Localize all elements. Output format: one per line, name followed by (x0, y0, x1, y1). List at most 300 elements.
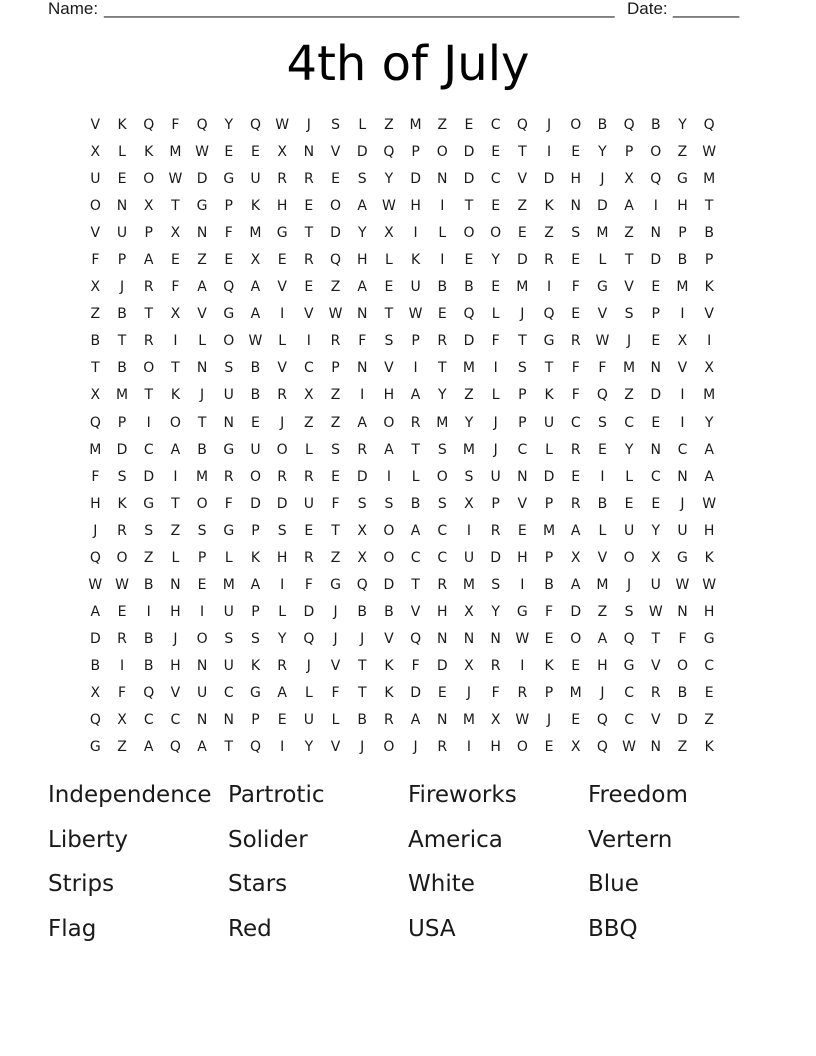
grid-letter: G (596, 279, 608, 296)
grid-letter: S (384, 495, 394, 512)
grid-letter: E (517, 522, 527, 539)
grid-letter: D (330, 225, 341, 242)
grid-letter: X (90, 684, 101, 701)
grid-letter: C (303, 360, 314, 377)
grid-letter: Q (383, 144, 395, 161)
grid-letter: S (277, 522, 287, 539)
grid-letter: Q (249, 117, 261, 133)
grid-letter: T (464, 198, 474, 215)
grid-letter: U (250, 171, 261, 188)
grid-letter: I (493, 360, 498, 377)
grid-letter: S (144, 522, 154, 539)
grid-letter: O (463, 225, 475, 242)
grid-letter: M (596, 576, 609, 593)
grid-letter: N (196, 360, 208, 377)
grid-letter: P (704, 252, 714, 269)
grid-letter: A (170, 441, 181, 458)
grid-letter: F (118, 684, 127, 701)
grid-letter: H (677, 198, 688, 215)
grid-letter: O (436, 144, 448, 161)
word-list-item: White (408, 871, 475, 897)
grid-letter: S (624, 603, 634, 620)
grid-letter: F (598, 360, 607, 377)
grid-letter: I (280, 739, 285, 756)
grid-letter: I (546, 144, 552, 161)
grid-letter: A (410, 387, 421, 404)
grid-letter: O (570, 630, 582, 647)
grid-letter: V (277, 279, 287, 296)
grid-letter: Z (624, 225, 634, 242)
word-list-item: America (408, 826, 503, 853)
grid-letter: V (304, 306, 314, 323)
grid-letter: N (196, 225, 208, 242)
grid-letter: I (280, 306, 285, 323)
grid-letter: I (280, 576, 285, 593)
grid-letter: V (277, 360, 287, 377)
grid-letter: B (250, 360, 261, 377)
grid-letter: T (117, 333, 127, 350)
grid-letter: F (571, 279, 580, 296)
grid-letter: W (408, 306, 423, 323)
grid-letter: E (491, 279, 501, 296)
grid-letter: D (356, 468, 368, 485)
grid-letter: B (464, 279, 474, 296)
grid-letter: D (650, 252, 662, 269)
grid-letter: L (491, 306, 500, 323)
grid-letter: D (143, 468, 155, 485)
grid-letter: C (490, 171, 501, 188)
grid-letter: B (677, 684, 688, 701)
grid-letter: C (517, 441, 528, 458)
grid-letter: I (680, 306, 685, 323)
grid-letter: I (413, 225, 418, 242)
grid-letter: I (546, 279, 552, 296)
grid-letter: P (544, 684, 554, 701)
grid-letter: M (516, 279, 529, 296)
word-list-item: Flag (48, 915, 97, 942)
grid-letter: T (144, 306, 153, 323)
grid-letter: T (651, 630, 661, 647)
grid-letter: V (597, 549, 608, 566)
grid-letter: L (598, 522, 607, 539)
grid-letter: Q (463, 306, 475, 323)
grid-letter: G (330, 576, 341, 593)
grid-letter: S (357, 171, 367, 188)
grid-letter: U (543, 414, 555, 431)
grid-letter: K (250, 549, 261, 566)
grid-letter: X (490, 712, 501, 729)
grid-letter: W (702, 144, 717, 161)
grid-letter: D (303, 603, 315, 620)
grid-letter: F (491, 684, 500, 701)
grid-letter: P (197, 549, 207, 566)
grid-letter: S (331, 117, 340, 133)
grid-letter: X (677, 333, 688, 350)
grid-letter: N (116, 198, 128, 215)
grid-letter: Q (596, 712, 608, 729)
grid-letter: J (493, 441, 498, 458)
grid-letter: M (409, 117, 422, 133)
grid-letter: P (518, 414, 527, 431)
grid-letter: Y (624, 441, 634, 458)
grid-letter: A (250, 306, 261, 323)
grid-letter: I (520, 657, 525, 674)
grid-letter: F (171, 117, 180, 133)
grid-letter: W (381, 198, 396, 215)
header (48, 0, 748, 19)
grid-letter: O (143, 360, 155, 377)
grid-letter: M (436, 414, 449, 431)
grid-letter: L (171, 549, 180, 566)
grid-letter: W (168, 171, 183, 188)
grid-letter: X (357, 549, 368, 566)
grid-letter: T (384, 306, 394, 323)
grid-letter: E (464, 252, 474, 269)
grid-letter: H (517, 549, 528, 566)
grid-letter: E (571, 468, 581, 485)
grid-letter: W (195, 144, 210, 161)
grid-letter: B (597, 495, 608, 512)
grid-letter: I (707, 333, 712, 350)
grid-letter: K (384, 684, 394, 701)
grid-letter: U (463, 549, 475, 566)
grid-letter: C (650, 468, 661, 485)
word-list-item: Red (228, 915, 272, 942)
grid-letter: B (384, 603, 394, 620)
grid-letter: S (597, 414, 607, 431)
word-list-item: Liberty (48, 826, 129, 853)
grid-letter: W (595, 333, 610, 350)
grid-letter: E (277, 712, 287, 729)
grid-letter: P (144, 225, 153, 242)
grid-letter: U (116, 225, 128, 242)
grid-letter: R (117, 522, 127, 539)
grid-letter: E (251, 414, 260, 431)
grid-letter: Q (703, 117, 715, 133)
grid-letter: M (249, 225, 262, 242)
grid-letter: L (438, 225, 447, 242)
grid-letter: R (490, 657, 501, 674)
grid-letter: M (703, 387, 716, 404)
grid-letter: E (571, 712, 581, 729)
grid-letter: L (118, 144, 126, 161)
grid-letter: F (678, 630, 687, 647)
grid-letter: T (411, 441, 420, 458)
grid-letter: D (543, 468, 555, 485)
grid-letter: E (224, 252, 234, 269)
grid-letter: S (197, 522, 207, 539)
grid-letter: K (170, 387, 180, 404)
grid-letter: I (466, 522, 472, 539)
grid-letter: G (223, 522, 235, 539)
grid-letter: G (223, 171, 235, 188)
grid-letter: U (303, 495, 314, 512)
grid-letter: D (570, 603, 582, 620)
grid-letter: T (357, 657, 367, 674)
grid-letter: V (330, 144, 341, 161)
grid-letter: C (170, 712, 181, 729)
grid-letter: E (437, 306, 447, 323)
grid-letter: R (223, 468, 234, 485)
word-list-item: Strips (48, 871, 115, 897)
grid-letter: U (650, 576, 661, 593)
grid-letter: D (383, 576, 395, 593)
grid-letter: O (276, 441, 288, 458)
grid-letter: Z (330, 279, 341, 296)
grid-letter: R (357, 441, 368, 458)
grid-letter: F (571, 360, 580, 377)
grid-letter: F (571, 387, 580, 404)
grid-letter: A (277, 684, 287, 701)
grid-letter: Y (438, 387, 447, 404)
grid-letter: T (411, 576, 420, 593)
grid-letter: P (411, 144, 420, 161)
grid-letter: D (597, 198, 608, 215)
grid-letter: E (571, 252, 581, 269)
grid-letter: B (410, 495, 421, 512)
grid-letter: U (623, 522, 635, 539)
grid-letter: A (250, 576, 261, 593)
grid-letter: T (704, 198, 714, 215)
grid-letter: R (570, 495, 581, 512)
grid-letter: Z (170, 522, 181, 539)
grid-letter: E (464, 117, 474, 133)
grid-letter: A (704, 468, 714, 485)
grid-letter: R (143, 333, 154, 350)
grid-letter: V (90, 117, 101, 133)
grid-letter: K (250, 198, 261, 215)
grid-letter: C (704, 657, 715, 674)
grid-letter: Q (89, 549, 101, 566)
grid-letter: E (384, 279, 394, 296)
grid-letter: W (515, 712, 530, 729)
grid-letter: E (491, 198, 501, 215)
grid-letter: L (598, 252, 607, 269)
name-line: ______________________________________________________ (104, 0, 615, 18)
grid-letter: H (383, 387, 395, 404)
grid-letter: K (544, 198, 554, 215)
grid-letter: J (546, 117, 552, 133)
grid-letter: E (331, 171, 340, 188)
grid-letter: W (622, 739, 637, 756)
grid-letter: O (196, 630, 208, 647)
grid-letter: I (413, 360, 418, 377)
grid-letter: Q (143, 684, 155, 701)
grid-letter: Q (143, 117, 155, 133)
grid-letter: B (357, 712, 368, 729)
grid-letter: M (596, 225, 609, 242)
grid-letter: E (304, 522, 314, 539)
grid-letter: W (702, 495, 717, 512)
grid-letter: H (703, 522, 715, 539)
grid-letter: M (462, 712, 476, 729)
word-list-item: Independence (48, 782, 212, 808)
grid-letter: D (463, 333, 475, 350)
grid-letter: B (437, 279, 448, 296)
grid-letter: J (333, 603, 338, 620)
grid-letter: O (383, 739, 395, 756)
word-list-item: Fireworks (408, 782, 517, 808)
grid-letter: M (462, 441, 476, 458)
grid-letter: Z (597, 603, 608, 620)
grid-letter: E (170, 252, 180, 269)
grid-letter: V (650, 712, 661, 729)
grid-letter: N (490, 630, 501, 647)
grid-letter: I (653, 198, 658, 215)
grid-letter: X (90, 279, 101, 296)
grid-letter: V (330, 657, 341, 674)
grid-letter: B (197, 441, 207, 458)
grid-letter: P (624, 144, 634, 161)
grid-letter: B (250, 387, 261, 404)
grid-letter: T (518, 333, 527, 350)
grid-letter: D (196, 171, 208, 188)
grid-letter: S (517, 360, 527, 377)
grid-letter: W (328, 306, 343, 323)
grid-letter: A (410, 712, 421, 729)
grid-letter: M (676, 279, 689, 296)
grid-letter: R (570, 333, 581, 350)
grid-letter: M (462, 360, 476, 377)
grid-letter: T (144, 387, 153, 404)
grid-letter: P (518, 387, 527, 404)
grid-letter: V (384, 360, 394, 377)
grid-letter: E (704, 684, 714, 701)
grid-letter: F (545, 603, 554, 620)
grid-letter: N (223, 414, 235, 431)
grid-letter: V (597, 306, 608, 323)
grid-letter: U (90, 171, 101, 188)
grid-letter: E (597, 441, 607, 458)
grid-letter: Z (143, 549, 154, 566)
grid-letter: Y (224, 117, 234, 133)
grid-letter: M (623, 360, 636, 377)
grid-letter: T (544, 360, 554, 377)
grid-letter: Q (596, 387, 608, 404)
grid-letter: L (304, 684, 313, 701)
grid-letter: K (144, 144, 154, 161)
grid-letter: J (360, 739, 365, 756)
grid-letter: G (543, 333, 555, 350)
grid-letter: L (331, 712, 340, 729)
grid-letter: E (251, 144, 260, 161)
grid-letter: X (170, 225, 181, 242)
grid-letter: V (677, 360, 688, 377)
grid-letter: G (196, 198, 208, 215)
grid-letter: R (117, 630, 127, 647)
grid-letter: A (384, 441, 394, 458)
grid-letter: J (627, 576, 632, 593)
grid-letter: J (520, 306, 525, 323)
grid-letter: I (119, 657, 125, 674)
grid-letter: Q (543, 306, 555, 323)
grid-letter: O (436, 468, 448, 485)
grid-letter: N (677, 603, 688, 620)
grid-letter: X (464, 657, 474, 674)
grid-letter: T (197, 414, 207, 431)
grid-letter: C (437, 522, 448, 539)
grid-letter: L (224, 549, 233, 566)
grid-letter: Y (277, 630, 287, 647)
grid-letter: N (570, 198, 581, 215)
grid-letter: J (200, 387, 205, 404)
grid-letter: B (597, 117, 608, 133)
grid-letter: X (464, 495, 474, 512)
grid-letter: A (597, 630, 608, 647)
grid-letter: C (624, 712, 634, 729)
grid-letter: R (437, 739, 448, 756)
grid-letter: E (117, 171, 127, 188)
grid-letter: P (544, 549, 554, 566)
grid-letter: R (303, 252, 314, 269)
grid-letter: P (224, 198, 233, 215)
grid-letter: N (650, 360, 662, 377)
grid-letter: H (276, 549, 288, 566)
grid-letter: R (330, 333, 341, 350)
grid-letter: H (170, 657, 181, 674)
grid-letter: K (384, 657, 394, 674)
grid-letter: G (677, 171, 688, 188)
grid-letter: S (464, 468, 474, 485)
name-label: Name: (48, 0, 99, 18)
grid-letter: A (624, 198, 634, 215)
grid-letter: X (304, 387, 314, 404)
grid-letter: E (304, 198, 314, 215)
grid-letter: Z (117, 739, 127, 756)
grid-letter: X (384, 225, 394, 242)
grid-letter: O (330, 198, 342, 215)
grid-letter: V (90, 225, 101, 242)
grid-letter: E (117, 603, 127, 620)
grid-letter: X (90, 144, 101, 161)
grid-letter: T (171, 198, 180, 215)
grid-letter: U (490, 468, 501, 485)
grid-letter: O (383, 522, 395, 539)
grid-letter: U (303, 712, 314, 729)
grid-letter: L (545, 441, 553, 458)
grid-letter: B (117, 306, 127, 323)
grid-letter: J (493, 414, 498, 431)
grid-letter: Z (330, 414, 341, 431)
grid-letter: Q (596, 739, 608, 756)
grid-letter: Y (384, 171, 394, 188)
grid-letter: Q (356, 576, 368, 593)
grid-letter: K (411, 252, 421, 269)
grid-letter: X (357, 522, 368, 539)
grid-letter: M (222, 576, 235, 593)
grid-letter: B (90, 333, 101, 350)
grid-letter: N (650, 225, 662, 242)
grid-letter: B (117, 360, 127, 377)
grid-letter: E (571, 657, 581, 674)
grid-letter: A (704, 441, 714, 458)
grid-letter: M (196, 468, 209, 485)
grid-letter: Q (249, 739, 261, 756)
grid-letter: J (280, 414, 285, 431)
grid-letter: S (357, 495, 367, 512)
grid-letter: O (570, 117, 582, 133)
letter-grid (82, 112, 723, 761)
grid-letter: Z (517, 198, 528, 215)
grid-letter: S (571, 225, 581, 242)
grid-letter: J (680, 495, 685, 512)
grid-letter: T (304, 225, 314, 242)
grid-letter: R (303, 468, 314, 485)
grid-letter: Q (623, 630, 635, 647)
grid-letter: Z (677, 144, 688, 161)
grid-letter: N (463, 630, 475, 647)
grid-letter: E (544, 739, 554, 756)
